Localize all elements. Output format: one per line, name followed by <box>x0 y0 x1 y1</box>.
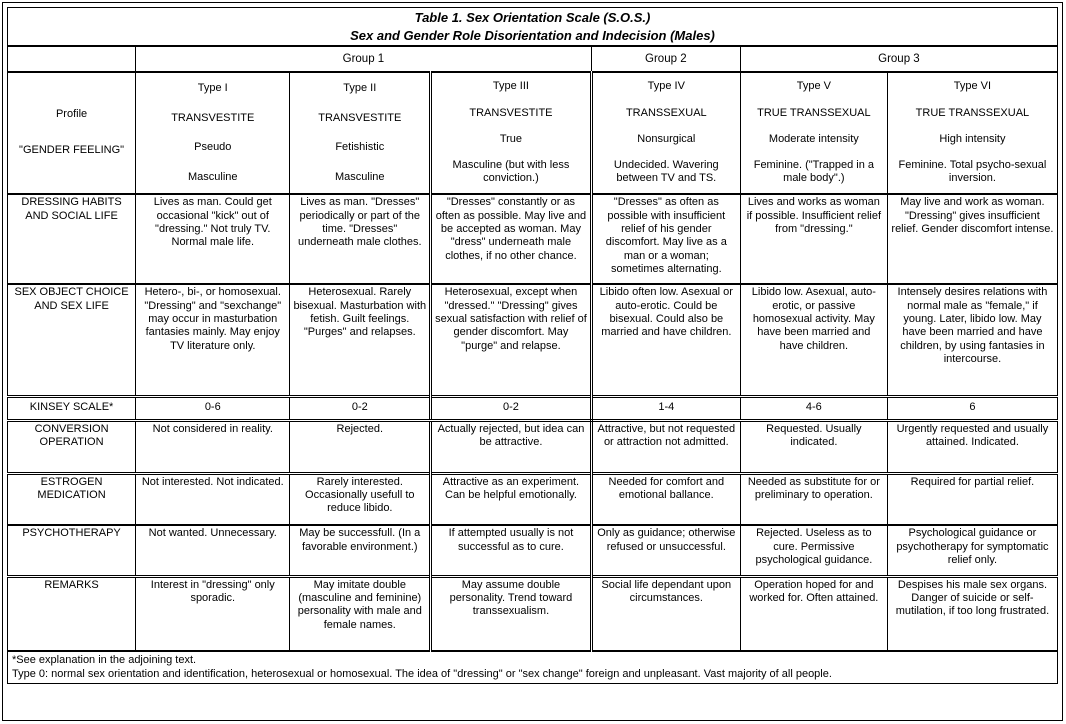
table-row <box>8 194 1058 284</box>
type-heading: Type V <box>796 80 831 93</box>
type-name: TRANSSEXUAL <box>625 106 707 119</box>
row-label-conversion-operation: CONVERSION OPERATION <box>8 420 136 473</box>
type-heading: Type III <box>492 80 529 93</box>
title-row <box>8 8 1058 47</box>
footnote-row <box>8 651 1058 683</box>
type-feeling: Feminine. ("Trapped in a male body".) <box>753 158 874 185</box>
table-cell <box>591 72 740 194</box>
table-cell: Interest in "dressing" only sporadic. <box>136 576 290 651</box>
row-label-kinsey-scale: KINSEY SCALE* <box>8 396 136 420</box>
table-cell: Hetero-, bi-, or homosexual. "Dressing" and "sexchange" may occur in masturbation fantasies mainly. May enjoy TV literature only. <box>136 284 290 396</box>
table-cell: Requested. Usually indicated. <box>740 420 887 473</box>
row-label-psychotherapy: PSYCHOTHERAPY <box>8 525 136 576</box>
group3-header: Group 3 <box>740 46 1057 72</box>
sos-table <box>7 7 1058 684</box>
footnote-cell <box>8 651 1058 683</box>
table-cell: Libido low. Asexual, auto-erotic, or passive homosexual activity. May have been married and have children. <box>740 284 887 396</box>
type-name: TRANSVESTITE <box>171 111 255 124</box>
table-cell: Heterosexual. Rarely bisexual. Masturbation with fetish. Guilt feelings. "Purges" and relapses. <box>290 284 431 396</box>
table-cell <box>290 72 431 194</box>
table-cell: Needed for comfort and emotional ballance. <box>591 473 740 525</box>
table-cell: Operation hoped for and worked for. Often attained. <box>740 576 887 651</box>
table-title-cell <box>8 8 1058 47</box>
table-cell: Rejected. Useless as to cure. Permissive psychological guidance. <box>740 525 887 576</box>
table-cell: Attractive, but not requested or attraction not admitted. <box>591 420 740 473</box>
table-cell: Attractive as an experiment. Can be helpful emotionally. <box>431 473 592 525</box>
table-cell <box>136 72 290 194</box>
table-cell: 0-6 <box>136 396 290 420</box>
table-cell: Rejected. <box>290 420 431 473</box>
table-row <box>8 473 1058 525</box>
type-name: TRANSVESTITE <box>469 106 553 119</box>
type-variant: Pseudo <box>194 141 232 154</box>
table-cell: May live and work as woman. "Dressing" gives insufficient relief. Gender discomfort intense. <box>887 194 1057 284</box>
table-cell: Not interested. Not indicated. <box>136 473 290 525</box>
table-cell: Not wanted. Unnecessary. <box>136 525 290 576</box>
table-title-line2: Sex and Gender Role Disorientation and Indecision (Males) <box>350 27 715 43</box>
table-cell: May be successfull. (In a favorable environment.) <box>290 525 431 576</box>
type-feeling: Undecided. Wavering between TV and TS. <box>613 158 719 185</box>
table-row <box>8 396 1058 420</box>
table-cell: Actually rejected, but idea can be attractive. <box>431 420 592 473</box>
table-cell: "Dresses" as often as possible with insufficient relief of his gender discomfort. May live as a man or a woman; sometimes alternating. <box>591 194 740 284</box>
table-cell: "Dresses" constantly or as often as possible. May live and be accepted as woman. May "dress" underneath male clothes, if no other chance. <box>431 194 592 284</box>
row-label-dressing: DRESSING HABITS AND SOCIAL LIFE <box>8 194 136 284</box>
table-cell: Urgently requested and usually attained. Indicated. <box>887 420 1057 473</box>
footnote-line2: Type 0: normal sex orientation and identification, heterosexual or homosexual. The idea of "dressing" or "sex change" foreign and unpleasant. Vast majority of all people. <box>12 667 832 680</box>
type-name: TRUE TRANSSEXUAL <box>757 106 871 119</box>
type-heading: Type II <box>343 82 377 95</box>
table-cell: 4-6 <box>740 396 887 420</box>
group2-header: Group 2 <box>591 46 740 72</box>
table-cell: Not considered in reality. <box>136 420 290 473</box>
table-cell: Intensely desires relations with normal male as "female," if young. Later, libido low. May have been married and have children, by using fantasies in intercourse. <box>887 284 1057 396</box>
table-cell: Only as guidance; otherwise refused or unsuccessful. <box>591 525 740 576</box>
table-cell: Lives as man. Could get occasional "kick" out of "dressing." Not truly TV. Normal male life. <box>136 194 290 284</box>
table-cell: 0-2 <box>431 396 592 420</box>
type-variant: Moderate intensity <box>768 132 859 145</box>
type-variant: Fetishistic <box>335 141 385 154</box>
footnote-line1: *See explanation in the adjoining text. <box>12 654 197 667</box>
table-cell: Psychological guidance or psychotherapy for symptomatic relief only. <box>887 525 1057 576</box>
table-cell <box>431 72 592 194</box>
table-cell: Social life dependant upon circumstances. <box>591 576 740 651</box>
type-heading: Type I <box>197 82 228 95</box>
table-cell: May imitate double (masculine and feminine) personality with male and female names. <box>290 576 431 651</box>
type-feeling: Feminine. Total psycho-sexual inversion. <box>898 158 1047 185</box>
table-cell: May assume double personality. Trend toward transsexualism. <box>431 576 592 651</box>
table-cell: Lives as man. "Dresses" periodically or part of the time. "Dresses" underneath male clothes. <box>290 194 431 284</box>
type-heading: Type VI <box>953 80 992 93</box>
table-cell: Despises his male sex organs. Danger of suicide or self-mutilation, if too long frustrated. <box>887 576 1057 651</box>
profile-row-label-cell <box>8 72 136 194</box>
table-cell: If attempted usually is not successful as to cure. <box>431 525 592 576</box>
table-cell: 1-4 <box>591 396 740 420</box>
group-header-row <box>8 46 1058 72</box>
table-cell: Lives and works as woman if possible. Insufficient relief from "dressing." <box>740 194 887 284</box>
table-row <box>8 525 1058 576</box>
type-name: TRUE TRANSSEXUAL <box>915 106 1030 119</box>
row-label-sex-object: SEX OBJECT CHOICE AND SEX LIFE <box>8 284 136 396</box>
row-label-remarks: REMARKS <box>8 576 136 651</box>
profile-label: Profile <box>55 108 88 121</box>
type-variant: True <box>499 132 523 145</box>
table-cell: Libido often low. Asexual or auto-erotic. Could be bisexual. Could also be married and have children. <box>591 284 740 396</box>
group1-header: Group 1 <box>136 46 592 72</box>
type-feeling: Masculine <box>335 170 385 183</box>
table-cell <box>740 72 887 194</box>
gender-feeling-label: "GENDER FEELING" <box>19 144 125 157</box>
table-cell: Needed as substitute for or preliminary to operation. <box>740 473 887 525</box>
type-heading: Type IV <box>647 80 685 93</box>
type-feeling: Masculine (but with less conviction.) <box>452 158 570 185</box>
profile-row <box>8 72 1058 194</box>
type-feeling: Masculine <box>188 170 238 183</box>
type-variant: Nonsurgical <box>637 132 696 145</box>
corner-cell <box>8 46 136 72</box>
table-cell <box>887 72 1057 194</box>
document-frame <box>2 2 1063 721</box>
table-cell: 6 <box>887 396 1057 420</box>
table-cell: 0-2 <box>290 396 431 420</box>
type-name: TRANSVESTITE <box>318 111 402 124</box>
table-cell: Rarely interested. Occasionally usefull to reduce libido. <box>290 473 431 525</box>
type-variant: High intensity <box>939 132 1006 145</box>
row-label-estrogen-medication: ESTROGEN MEDICATION <box>8 473 136 525</box>
table-title-line1: Table 1. Sex Orientation Scale (S.O.S.) <box>414 10 651 25</box>
table-row <box>8 576 1058 651</box>
table-cell: Required for partial relief. <box>887 473 1057 525</box>
table-row <box>8 420 1058 473</box>
table-cell: Heterosexual, except when "dressed." "Dressing" gives sexual satisfaction with relief of gender discomfort. May "purge" and relapse. <box>431 284 592 396</box>
table-row <box>8 284 1058 396</box>
